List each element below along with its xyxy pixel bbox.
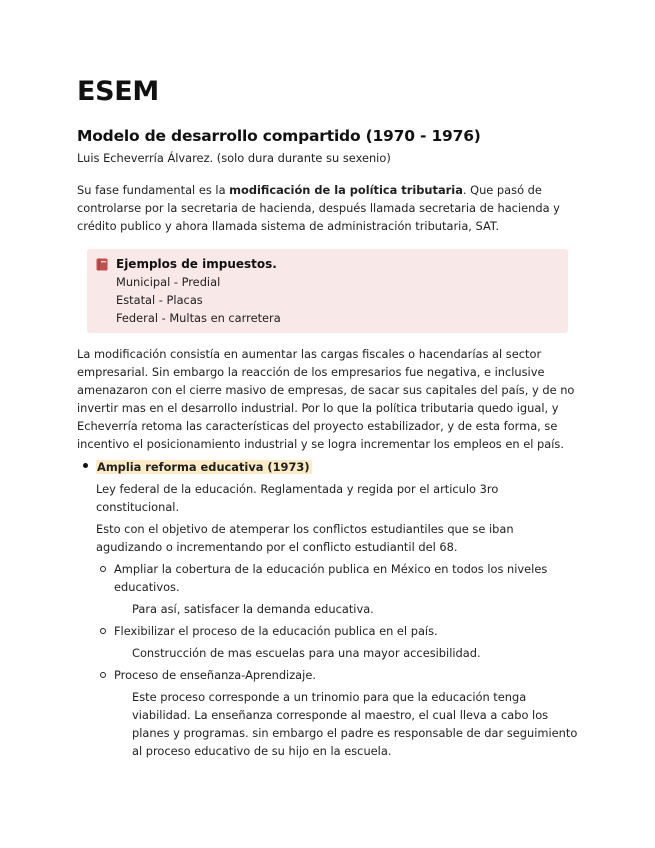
bullet-list [77,456,579,760]
callout-line: Federal - Multas en carretera [116,311,281,325]
sub-item-label: Flexibilizar el proceso de la educación publica en el país. [114,624,438,638]
section-subtitle: Luis Echeverría Álvarez. (solo dura durante su sexenio) [77,151,391,165]
bullet-dot [83,463,88,468]
callout-box [87,249,568,333]
intro-bold-text: modificación de la política tributaria [229,183,463,197]
sub-item-detail: Para así, satisfacer la demanda educativa. [132,602,374,616]
sub-list-item [96,666,579,760]
sub-item-detail: Este proceso corresponde a un trinomio para que la educación tenga viabilidad. La enseñanza corresponde al maestro, el cual lleva a cabo los planes y programas. sin embargo el padre es responsable de dar seguimiento al proceso educativo de su hijo en la escuela. [132,690,578,758]
sub-list-item [96,622,579,662]
bullet-item [77,456,579,760]
book-icon [96,258,108,271]
circle-bullet [100,566,106,572]
body-paragraph: La modificación consistía en aumentar las cargas fiscales o hacendarías al sector empresarial. Sin embargo la reacción de los empresarios fue negativa, e inclusive amenazaron con el cierre masivo de empresas, de sacar sus capitales del país, y de no invertir mas en el desarrollo industrial. Por lo que la política tributaria quedo igual, y Echeverría retoma las características del proyecto estabilizador, y de esta forma, se incentivo el posicionamiento industrial y se logra incrementar los empleos en el país. [77,347,575,451]
intro-text-1: Su fase fundamental es la [77,183,230,197]
sub-item-label: Proceso de enseñanza-Aprendizaje. [114,668,316,682]
bullet-paragraph: Esto con el objetivo de atemperar los conflictos estudiantiles que se iban agudizando o incrementando por el conflicto estudiantil del 68. [96,522,514,554]
intro-paragraph [77,181,579,235]
callout-line: Estatal - Placas [116,293,203,307]
sub-list-item [96,560,579,618]
highlighted-heading: Amplia reforma educativa (1973) [97,460,310,474]
sub-item-label: Ampliar la cobertura de la educación publica en México en todos los niveles educativos. [114,562,548,594]
circle-bullet [100,672,106,678]
callout-title: Ejemplos de impuestos. [116,257,277,271]
callout-line: Municipal - Predial [116,275,221,289]
section-title: Modelo de desarrollo compartido (1970 - 1976) [77,127,481,145]
intro-text-2: . Que pasó de controlarse por la secretaria de hacienda, después llamada secretaria de hacienda y crédito publico y ahora llamada sistema de administración tributaria, SAT. [77,183,560,233]
bullet-paragraph: Ley federal de la educación. Reglamentada y regida por el articulo 3ro constitucional. [96,482,499,514]
sub-list [96,560,579,760]
circle-bullet [100,628,106,634]
callout-content [116,255,281,327]
sub-item-detail: Construcción de mas escuelas para una mayor accesibilidad. [132,646,481,660]
page-title: ESEM [77,76,160,107]
